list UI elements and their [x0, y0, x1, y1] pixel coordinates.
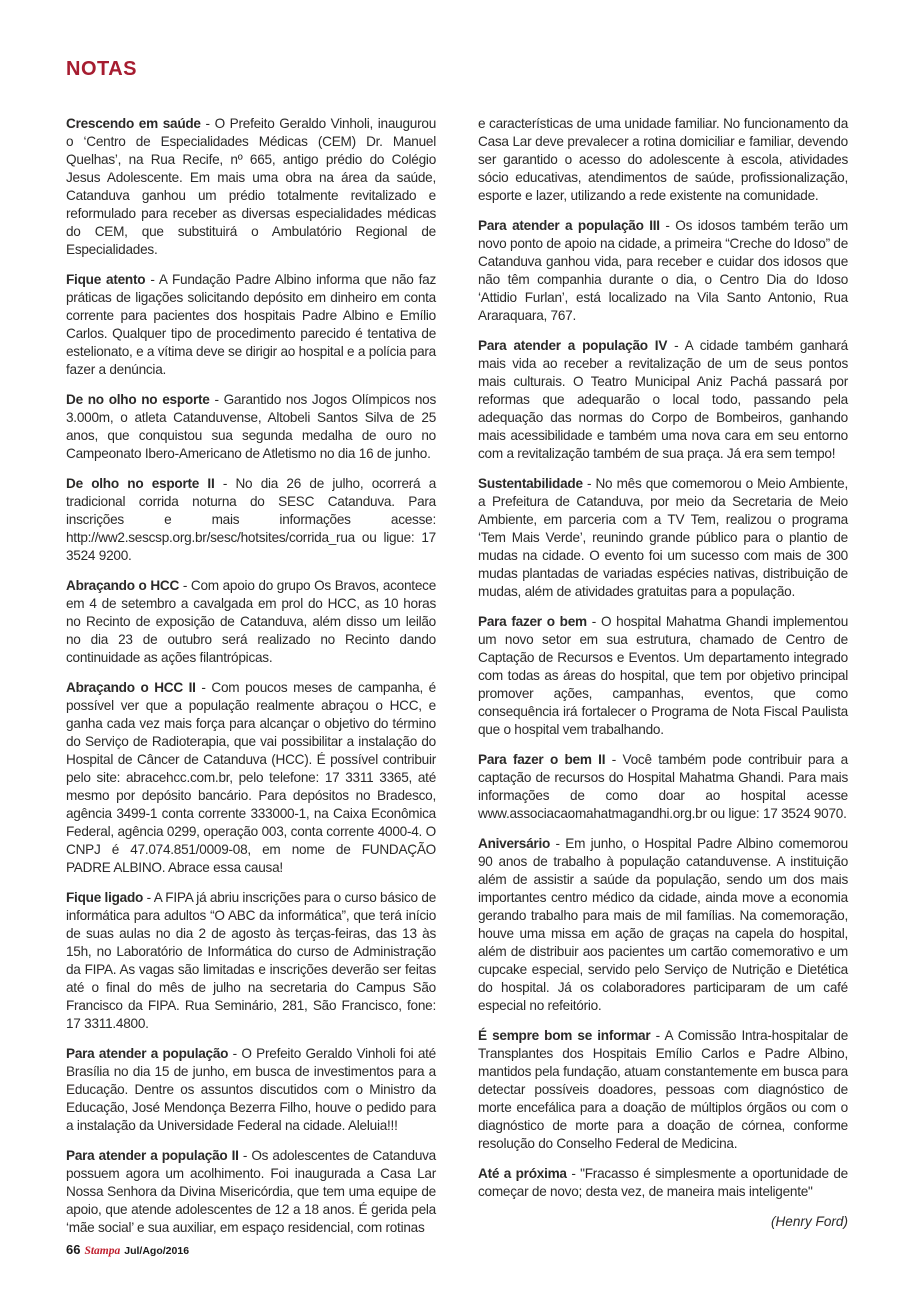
note-body: - No dia 26 de julho, ocorrerá a tradicional corrida noturna do SESC Catanduva. Para inscrições e mais informações acesse: http://ww2.sescsp.org.br/sesc/hotsites/corrida_rua ou ligue: 17 3524 9200.	[66, 476, 437, 563]
note-body: - O hospital Mahatma Ghandi implementou um novo setor em sua estrutura, chamado de Centro de Captação de Recursos e Eventos. Um departamento integrado com todas as áreas do hospital, que tem por objetivo principal promover ações, campanhas, eventos, que como consequência irá fortalecer o Programa de Nota Fiscal Paulista que o hospital vem trabalhando.	[478, 614, 849, 737]
note-body: - Os idosos também terão um novo ponto de apoio na cidade, a primeira “Creche do Idoso” de Catanduva ganhou vida, para receber e cuidar dos idosos que não têm companhia durante o dia, o Centro Dia do Idoso ‘Attidio Furlan’, está localizado na Vila Santo Antonio, Rua Araraquara, 767.	[478, 218, 848, 323]
note-body: e características de uma unidade familiar. No funcionamento da Casa Lar deve prevalecer a rotina domiciliar e familiar, devendo ser garantido o acesso do adolescente à escola, atividades sócio educativas, atendimentos de saúde, profissionalização, esporte e lazer, utilizando a rede existente na comunidade.	[478, 116, 848, 203]
issue-date: Jul/Ago/2016	[124, 1245, 190, 1257]
note-title: Fique atento	[66, 272, 146, 287]
note-body: - A Fundação Padre Albino informa que não faz práticas de ligações solicitando depósito em dinheiro em conta corrente para pacientes dos hospitais Padre Albino e Emílio Carlos. Qualquer tipo de procedimento parecido é tentativa de estelionato, e a vítima deve se dirigir ao hospital e a polícia para fazer a denúncia.	[66, 272, 436, 377]
right-column	[478, 115, 848, 1249]
note-title: Para atender a população	[66, 1046, 229, 1061]
page-title: NOTAS	[66, 58, 138, 80]
note-abracando-o-hcc	[66, 577, 436, 667]
note-title: Abraçando o HCC	[66, 578, 180, 593]
note-body: - O Prefeito Geraldo Vinholi foi até Brasília no dia 15 de junho, em busca de investimentos para a Educação. Dentre os assuntos discutidos com o Ministro da Educação, José Mendonça Bezerra Filho, houve o pedido para a instalação da Universidade Federal na cidade. Aleluia!!!	[66, 1046, 436, 1133]
note-title: Para fazer o bem	[478, 614, 587, 629]
note-fique-atento	[66, 271, 436, 379]
note-de-no-olho-no-esporte	[66, 391, 436, 463]
note-e-sempre-bom-se-informar	[478, 1027, 848, 1153]
note-ate-a-proxima	[478, 1165, 848, 1201]
note-para-fazer-o-bem	[478, 613, 848, 739]
note-continuation	[478, 115, 848, 205]
note-title: Para fazer o bem II	[478, 752, 606, 767]
note-aniversario	[478, 835, 848, 1015]
note-body: - A Comissão Intra-hospitalar de Transplantes dos Hospitais Emílio Carlos e Padre Albino, mantidos pela fundação, atuam constantemente em busca para detectar possíveis doadores, pessoas com diagnóstico de morte encefálica para a doação de múltiplos órgãos ou com o diagnóstico de morte para a doação de córnea, conforme resolução do Conselho Federal de Medicina.	[478, 1028, 848, 1151]
note-crescendo-em-saude	[66, 115, 436, 259]
note-de-olho-no-esporte-ii	[66, 475, 436, 565]
note-para-atender-a-populacao	[66, 1045, 436, 1135]
note-para-fazer-o-bem-ii	[478, 751, 848, 823]
note-title: Abraçando o HCC II	[66, 680, 196, 695]
note-body: - No mês que comemorou o Meio Ambiente, a Prefeitura de Catanduva, por meio da Secretaria de Meio Ambiente, em parceria com a TV Tem, realizou o programa ‘Tem Mais Verde’, reunindo grande público para o plantio de mudas na cidade. O evento foi um sucesso com mais de 300 mudas plantadas de variadas espécies nativas, distribuição de mudas, além de atividades gratuitas para a população.	[478, 476, 848, 599]
page-footer	[66, 1242, 189, 1257]
note-title: Aniversário	[478, 836, 551, 851]
note-sustentabilidade	[478, 475, 848, 601]
note-body: - Com poucos meses de campanha, é possível ver que a população realmente abraçou o HCC, e ganha cada vez mais força para alcançar o objetivo do término do Serviço de Radioterapia, que vai possibilitar a instalação do Hospital de Câncer de Catanduva (HCC). É possível contribuir pelo site: abracehcc.com.br, pelo telefone: 17 3311 3365, até mesmo por depósito bancário. Para depósitos no Bradesco, agência 3499-1 conta corrente 333000-1, na Caixa Econômica Federal, agência 0299, operação 003, conta corrente 4000-4. O CNPJ é 47.074.851/0009-08, em nome de FUNDAÇÃO PADRE ALBINO. Abrace essa causa!	[66, 680, 436, 875]
note-para-atender-a-populacao-iii	[478, 217, 848, 325]
note-title: Para atender a população II	[66, 1148, 239, 1163]
note-body: - O Prefeito Geraldo Vinholi, inaugurou o ‘Centro de Especialidades Médicas (CEM) Dr. Manuel Quelhas’, na Rua Recife, nº 665, antigo prédio do Colégio Jesus Adolescente. Em mais uma obra na área da saúde, Catanduva ganhou um prédio totalmente revitalizado e reformulado para receber as diversas especialidades médicas do CEM, que substituirá o Ambulatório Regional de Especialidades.	[66, 116, 437, 257]
note-title: De olho no esporte II	[66, 476, 215, 491]
note-title: De no olho no esporte	[66, 392, 210, 407]
note-body: - "Fracasso é simplesmente a oportunidade de começar de novo; desta vez, de maneira mais inteligente"	[478, 1166, 848, 1199]
note-title: Para atender a população IV	[478, 338, 668, 353]
note-title: Sustentabilidade	[478, 476, 583, 491]
note-title: Crescendo em saúde	[66, 116, 201, 131]
note-para-atender-a-populacao-iv	[478, 337, 848, 463]
note-abracando-o-hcc-ii	[66, 679, 436, 877]
left-column	[66, 115, 436, 1249]
note-fique-ligado	[66, 889, 436, 1033]
note-title: Até a próxima	[478, 1166, 567, 1181]
note-title: É sempre bom se informar	[478, 1028, 651, 1043]
quote-attribution: (Henry Ford)	[770, 1214, 848, 1229]
note-body: - Você também pode contribuir para a captação de recursos do Hospital Mahatma Ghandi. Para mais informações de como doar ao hospital acesse www.associacaomahatmagandhi.org.br ou ligue: 17 3524 9070.	[478, 752, 848, 821]
note-body: - A FIPA já abriu inscrições para o curso básico de informática para adultos “O ABC da informática”, que terá início de suas aulas no dia 2 de agosto às terças-feiras, das 13 às 15h, no Laboratório de Informática do curso de Administração da FIPA. As vagas são limitadas e inscrições deverão ser feitas até o final do mês de julho na secretaria do Campus São Francisco da FIPA. Rua Seminário, 281, São Francisco, fone: 17 3311.4800.	[66, 890, 436, 1031]
note-title: Fique ligado	[66, 890, 144, 905]
text-columns	[66, 115, 848, 1249]
note-body: - Os adolescentes de Catanduva possuem agora um acolhimento. Foi inaugurada a Casa Lar Nossa Senhora da Divina Misericórdia, que tem uma equipe de apoio, que atende adolescentes de 12 a 18 anos. É gerida pela ‘mãe social’ e sua auxiliar, em espaço residencial, com rotinas	[66, 1148, 436, 1235]
note-body: - Garantido nos Jogos Olímpicos nos 3.000m, o atleta Catanduvense, Altobeli Santos Silva de 25 anos, que conquistou sua segunda medalha de ouro no Campeonato Ibero-Americano de Atletismo no dia 16 de junho.	[66, 392, 436, 461]
note-body: - A cidade também ganhará mais vida ao receber a revitalização de um de seus pontos mais culturais. O Teatro Municipal Aniz Pachá passará por reformas que adequarão o local todo, passando pela adequação das normas do Corpo de Bombeiros, ganhando mais acessibilidade e também uma nova cara em seu entorno com a revitalização também de sua praça. Já era sem tempo!	[478, 338, 848, 461]
note-title: Para atender a população III	[478, 218, 660, 233]
page-number: 66	[66, 1242, 81, 1257]
note-body: - Em junho, o Hospital Padre Albino comemorou 90 anos de trabalho à população catanduvense. A instituição além de assistir a saúde da população, sendo um dos mais importantes centro médico da cidade, ainda move a economia gerando trabalho para mais de mil famílias. Na comemoração, houve uma missa em ação de graças na capela do hospital, além de distribuir aos pacientes um cartão comemorativo e um cupcake especial, servido pelo Serviço de Nutrição e Dietética do hospital. Já os colaboradores participaram de um café especial no refeitório.	[478, 836, 848, 1013]
note-body: - Com apoio do grupo Os Bravos, acontece em 4 de setembro a cavalgada em prol do HCC, as 10 horas no Recinto de exposição de Catanduva, além disso um leilão no dia 23 de outubro será realizado no Recinto dando continuidade as ações filantrópicas.	[66, 578, 437, 665]
note-para-atender-a-populacao-ii	[66, 1147, 436, 1237]
magazine-name: Stampa	[84, 1245, 121, 1257]
